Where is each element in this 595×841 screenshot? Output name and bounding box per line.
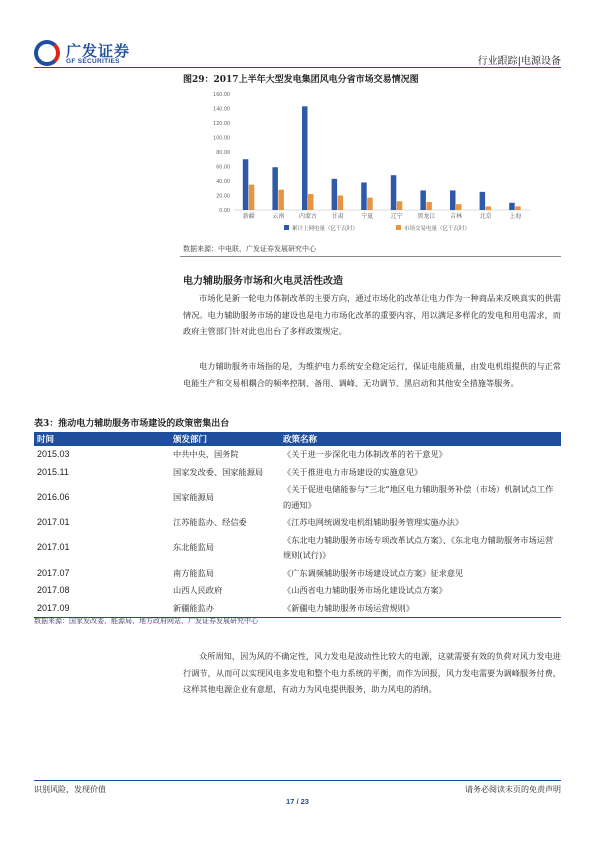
cell-dept: 国家能源局 [173,491,214,502]
section-title: 电力辅助服务市场和火电灵活性改造 [183,276,343,287]
cell-date: 2017.08 [37,585,70,595]
x-tick-label: 北京 [479,213,492,220]
y-tick-label: 0.00 [219,208,230,214]
bar-market-trade [338,196,344,211]
page-number: 17 / 23 [286,797,309,806]
cell-policy: 《关于进一步深化电力体制改革的若干意见》 [283,449,447,459]
x-tick-label: 宁夏 [361,213,374,220]
legend-label: 累计上网电量（亿千瓦时） [292,226,359,232]
cell-dept: 江苏能监办、经信委 [173,517,247,527]
cell-policy: 《东北电力辅助服务市场专项改革试点方案》、《东北电力辅助服务市场运营规则(试行)》 [283,534,554,560]
y-tick-label: 160.00 [213,92,230,98]
legend-label: 市场交易电量（亿千瓦时） [404,226,471,232]
bar-grid-power [243,159,249,210]
cell-dept: 南方能监局 [173,567,214,578]
header-dept: 颁发部门 [170,432,280,446]
policy-table [34,432,561,618]
report-category: 行业跟踪|电源设备 [477,56,561,67]
company-logo [34,40,130,68]
bar-market-trade [397,201,403,210]
paragraph-3: 众所周知，因为风的不确定性，风力发电是波动性比较大的电源，这就需要有效的负荷对风力发电进行调节，从而可以实现风电多发电和整个电力系统的平衡，而作为回报，风力发电需要为调峰服务付费，这样其他电源企业有意愿，有动力为风电提供服务，助力风电的消纳。 [183,651,561,694]
bar-grid-power [509,203,515,210]
x-tick-label: 内蒙古 [298,213,318,220]
header-date: 时间 [34,432,170,446]
table-row [34,446,561,464]
bar-market-trade [249,185,255,210]
bar-market-trade [367,198,373,210]
cell-policy: 《广东调频辅助服务市场建设试点方案》征求意见 [283,567,464,578]
cell-policy: 《关于推进电力市场建设的实施意见》 [283,466,423,477]
paragraph-1: 市场化是新一轮电力体制改革的主要方向，通过市场化的改革让电力作为一种商品来反映真实的供需情况。电力辅助服务市场的建设也是电力市场化改革的重要内容，用以满足多样化的发电和用电需求，而政府主管部门针对此也出台了多样政策规定。 [183,293,561,336]
table-title: 表3：推动电力辅助服务市场建设的政策密集出台 [34,419,230,429]
bar-grid-power [480,192,486,210]
bar-grid-power [272,167,278,210]
logo-cn-text: 广发证券 [66,42,131,60]
cell-dept: 中共中央，国务院 [173,449,239,459]
x-tick-label: 上海 [509,213,522,220]
cell-date: 2017.09 [34,600,170,618]
table-row [34,532,561,565]
bar-market-trade [486,206,492,210]
table-header-row [34,432,561,446]
cell-dept: 山西人民政府 [173,585,223,595]
cell-date: 2015.03 [37,449,70,459]
y-tick-label: 100.00 [213,135,230,142]
x-tick-label: 新疆 [242,213,255,220]
x-tick-label: 辽宁 [390,213,403,220]
cell-date: 2017.07 [37,567,70,578]
logo-en-text: GF SECURITIES [66,58,120,65]
table-row [34,481,561,514]
table-row [34,464,561,482]
header-policy: 政策名称 [280,432,561,446]
y-tick-label: 80.00 [216,150,230,156]
bar-market-trade [308,194,314,210]
cell-policy: 《江苏电网统调发电机组辅助服务管理实施办法》 [283,517,464,527]
cell-date: 2017.01 [37,517,70,527]
bar-market-trade [515,206,521,210]
y-tick-label: 20.00 [216,193,230,200]
footer-disclaimer: 请务必阅读末页的免责声明 [465,785,561,794]
x-tick-label: 云南 [272,213,285,220]
x-tick-label: 甘肃 [331,213,344,220]
cell-dept: 新疆能监办 [170,600,280,618]
bar-grid-power [450,190,456,210]
cell-date: 2015.11 [37,466,69,477]
bar-market-trade [456,204,462,210]
cell-date: 2016.06 [37,491,70,502]
x-tick-label: 黑龙江 [417,213,436,220]
y-tick-label: 140.00 [213,106,230,113]
logo-mark-icon [34,40,60,66]
cell-policy: 《新疆电力辅助服务市场运营规则》 [280,600,561,618]
cell-policy: 《关于促进电储能参与“三北”地区电力辅助服务补偿（市场）机制试点工作的通知》 [283,484,554,510]
bar-grid-power [420,190,426,210]
bar-market-trade [278,190,284,210]
cell-policy: 《山西省电力辅助服务市场化建设试点方案》 [283,585,447,595]
legend-swatch [396,225,401,230]
cell-dept: 东北能监局 [173,542,214,553]
figure-source: 数据来源：中电联，广发证券发展研究中心 [183,245,316,253]
figure-divider [180,256,561,257]
header-divider [34,67,561,68]
table-row [34,565,561,583]
footer-slogan: 识别风险，发现价值 [34,785,106,794]
table-source: 数据来源：国家发改委、能源局、地方政府网站、广发证券发展研究中心 [34,617,258,625]
table-row [34,514,561,532]
table-row [34,582,561,600]
paragraph-2: 电力辅助服务市场指的是，为维护电力系统安全稳定运行，保证电能质量，由发电机组提供的与正常电能生产和交易相耦合的频率控制、备用、调峰、无功调节、黑启动和其他安全措施等服务。 [183,361,561,388]
bar-chart [198,88,536,238]
cell-date: 2017.01 [37,542,70,553]
bar-grid-power [391,175,397,210]
bar-grid-power [302,106,308,210]
x-tick-label: 吉林 [449,213,463,220]
cell-dept: 国家发改委、国家能源局 [173,466,264,477]
y-tick-label: 120.00 [213,121,230,127]
bar-grid-power [361,182,367,210]
bar-market-trade [426,202,432,210]
figure-title: 图29：2017上半年大型发电集团风电分省市场交易情况图 [183,75,419,85]
y-tick-label: 40.00 [216,179,230,185]
bar-grid-power [332,179,338,210]
y-tick-label: 60.00 [216,164,230,171]
table-row [34,600,561,618]
legend-swatch [284,225,289,230]
footer-divider [34,780,561,781]
